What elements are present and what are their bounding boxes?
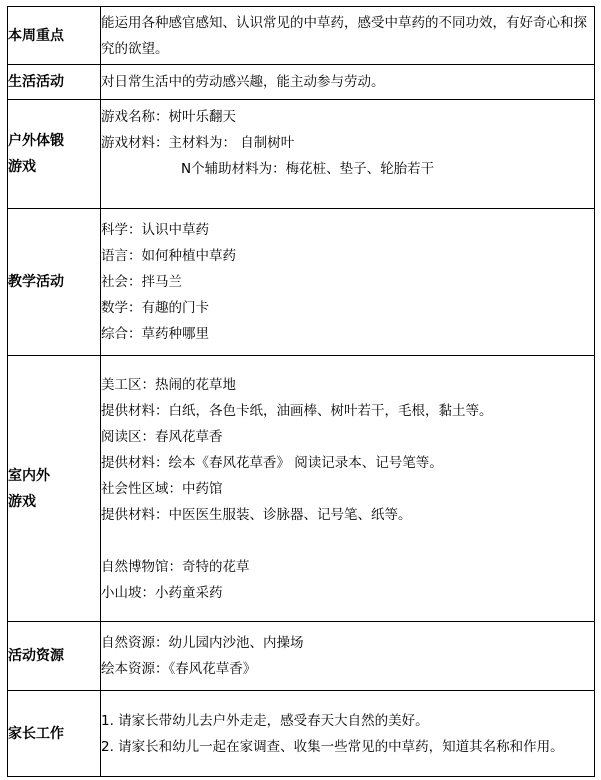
content-weekly-focus [101,7,595,65]
reading-area: 阅读区：春风花草香 [101,428,223,445]
label-life-activity: 生活活动 [8,65,101,100]
reading-area-materials: 提供材料：绘本《春风花草香》 阅读记录本、记号笔等。 [101,454,443,471]
nature-museum: 自然博物馆：奇特的花草 [101,558,250,575]
row-activity-resources [8,622,595,691]
natural-resources: 自然资源：幼儿园内沙池、内操场 [101,635,304,651]
hill-slope: 小山坡：小药童采药 [101,584,223,601]
label-outdoor-exercise [8,100,101,209]
row-teaching-activity [8,209,595,356]
game-materials: 游戏材料：主材料为： 自制树叶 [101,135,295,151]
row-weekly-focus [8,7,595,65]
content-indoor-outdoor-games [101,356,595,622]
game-name: 游戏名称：树叶乐翻天 [101,109,236,125]
label-indoor-outdoor-games-line-1: 室内外 [8,467,50,484]
row-outdoor-exercise [8,100,595,209]
teaching-society: 社会：拌马兰 [101,274,182,290]
parent-work-item-2: 2. 请家长和幼儿一起在家调查、收集一些常见的中草药，知道其名称和作用。 [101,738,564,755]
label-teaching-activity: 教学活动 [8,209,101,356]
social-area: 社会性区域：中药馆 [101,480,223,497]
label-weekly-focus: 本周重点 [8,7,101,65]
parent-work-item-1: 1. 请家长带幼儿去户外走走，感受春天大自然的美好。 [101,712,429,729]
teaching-language: 语言：如何种植中草药 [101,248,236,264]
content-parent-work [101,691,595,777]
art-area: 美工区：热闹的花草地 [101,376,236,393]
content-life-activity [101,65,595,100]
row-life-activity [8,65,595,100]
row-parent-work [8,691,595,777]
text-weekly-focus: 能运用各种感官感知、认识常见的中草药，感受中草药的不同功效，有好奇心和探究的欲望。 [101,14,587,57]
label-indoor-outdoor-games-line-2: 游戏 [8,493,36,510]
teaching-science: 科学：认识中草药 [101,222,209,238]
label-indoor-outdoor-games [8,356,101,622]
blank-line [101,528,594,554]
content-teaching-activity [101,209,595,356]
text-life-activity: 对日常生活中的劳动感兴趣，能主动参与劳动。 [101,74,385,90]
teaching-integrated: 综合：草药种哪里 [101,326,209,342]
row-indoor-outdoor-games [8,356,595,622]
social-area-materials: 提供材料：中医医生服装、诊脉器、记号笔、纸等。 [101,506,412,523]
label-parent-work: 家长工作 [8,691,101,777]
content-activity-resources [101,622,595,691]
content-outdoor-exercise [101,100,595,209]
label-outdoor-exercise-line-2: 游戏 [8,159,36,175]
picture-book-resources: 绘本资源：《春风花草香》 [101,661,257,677]
game-aux-materials: N个辅助材料为：梅花桩、垫子、轮胎若干 [181,161,435,177]
weekly-plan-table [7,6,595,777]
teaching-math: 数学：有趣的门卡 [101,300,209,316]
art-area-materials: 提供材料：白纸，各色卡纸，油画棒、树叶若干，毛根，黏土等。 [101,402,493,419]
label-outdoor-exercise-line-1: 户外体锻 [8,133,64,149]
label-activity-resources: 活动资源 [8,622,101,691]
